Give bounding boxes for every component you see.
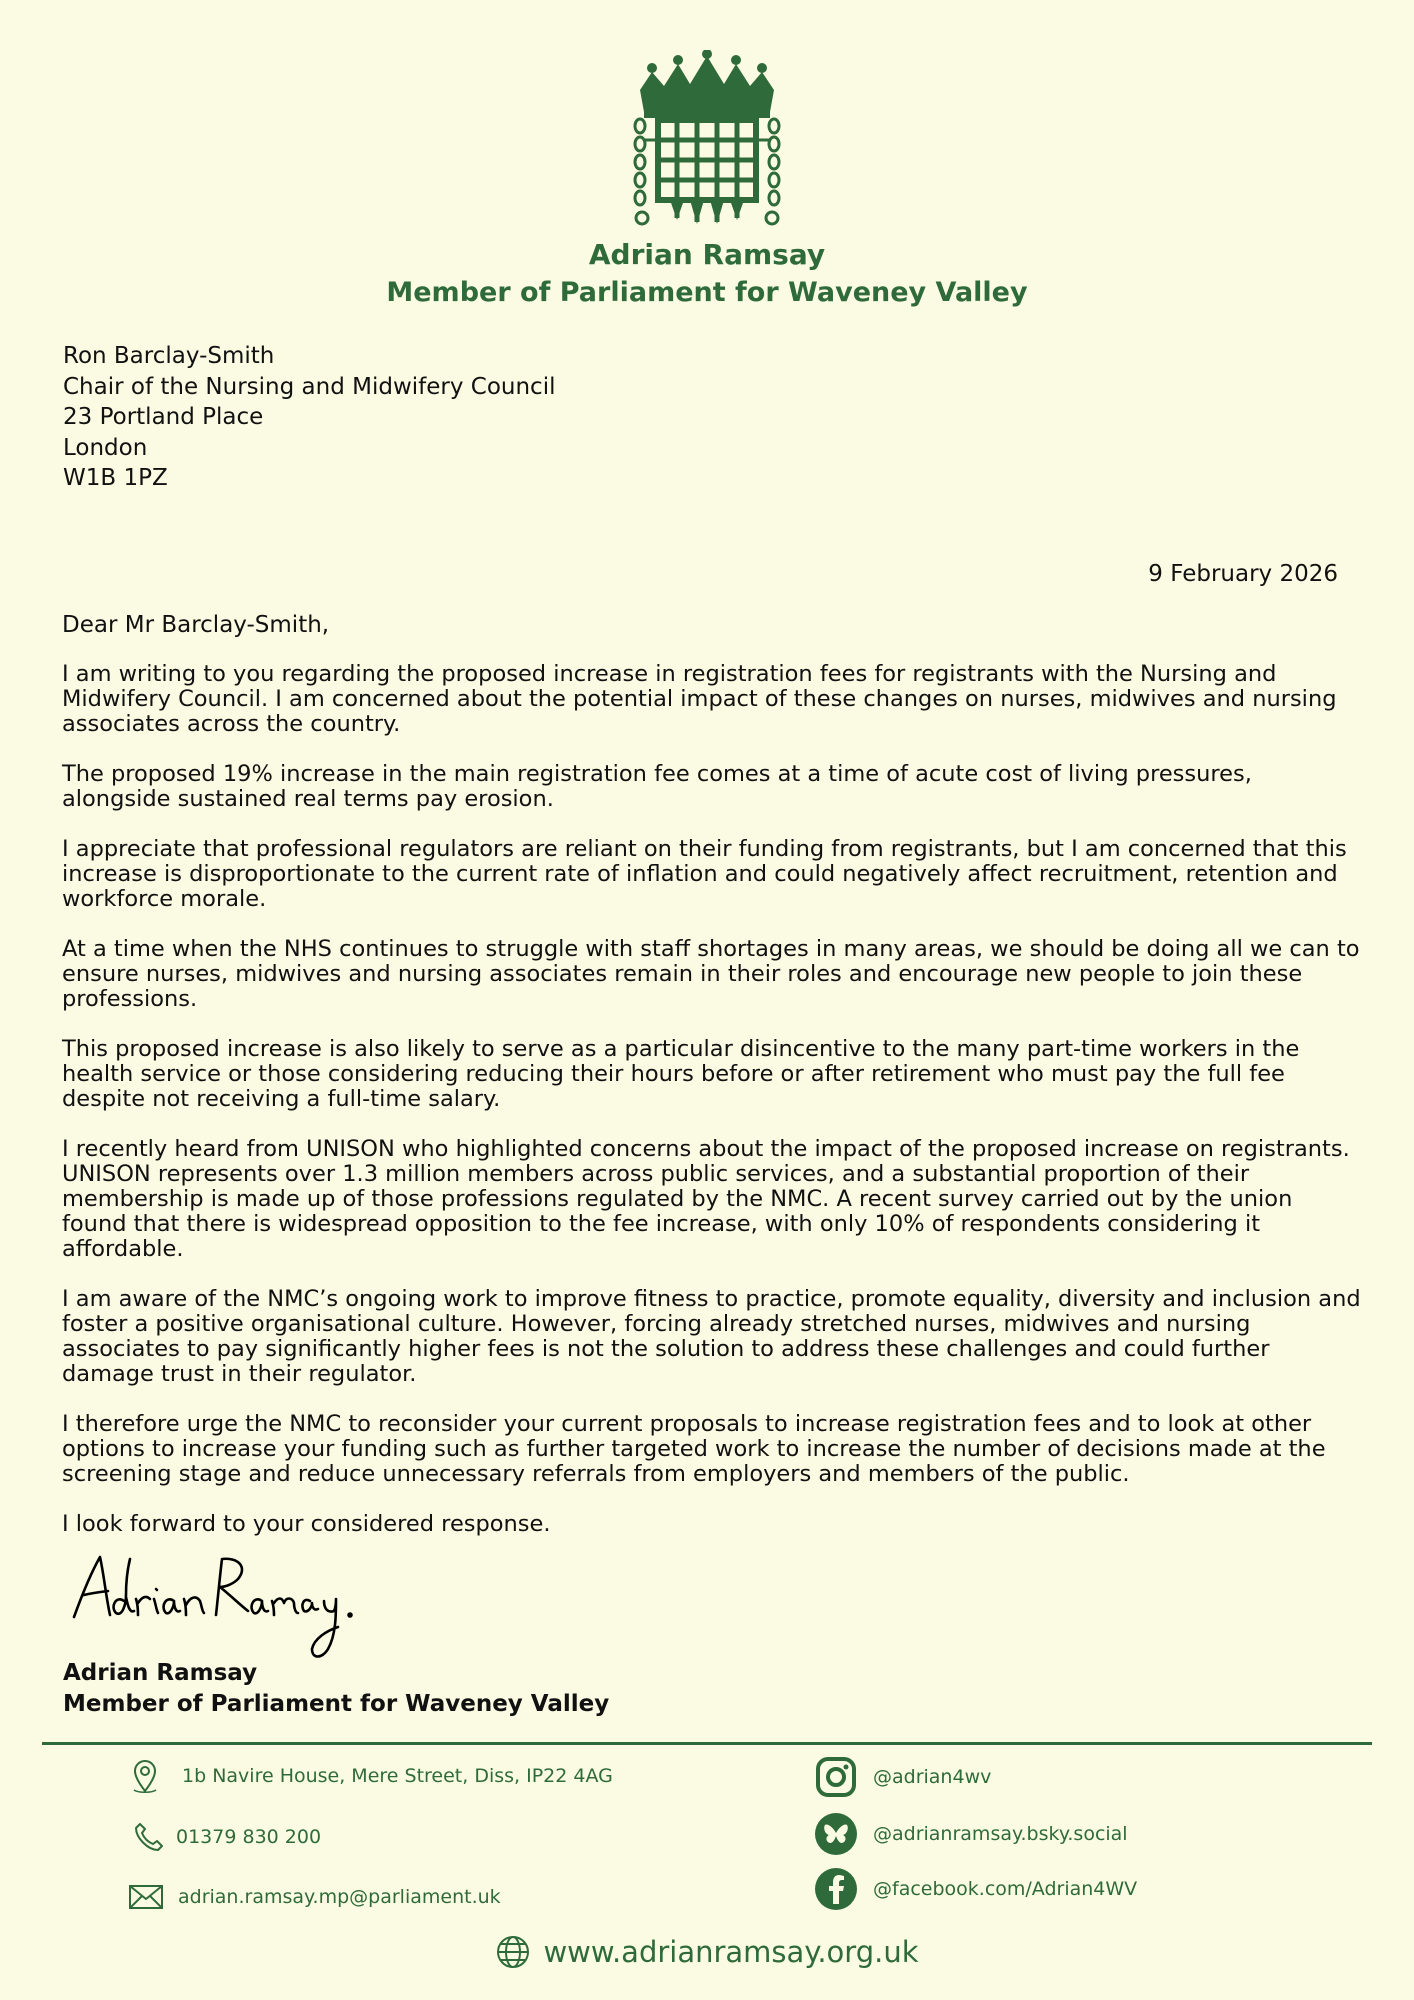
footer-bluesky xyxy=(815,1813,1128,1855)
signatory-name: Adrian Ramsay xyxy=(63,1660,258,1686)
body-paragraph: This proposed increase is also likely to serve as a particular disincentive to the many part-time workers in the health service or those considering reducing their hours before or after retirement who must pay the full fee despite not receiving a full-time salary. xyxy=(62,1036,1300,1112)
footer-website xyxy=(0,1934,1414,1970)
footer-divider xyxy=(42,1742,1372,1745)
footer-address xyxy=(128,1758,613,1794)
footer-phone xyxy=(132,1820,321,1854)
body-paragraph: The proposed 19% increase in the main registration fee comes at a time of acute cost of living pressures, alongside sustained real terms pay erosion. xyxy=(62,761,1252,812)
letter-date: 9 February 2026 xyxy=(1148,561,1338,587)
instagram-icon xyxy=(815,1756,857,1798)
footer-email xyxy=(128,1884,501,1910)
recipient-city: London xyxy=(63,434,148,461)
footer-instagram xyxy=(815,1756,991,1798)
recipient-street: 23 Portland Place xyxy=(63,404,264,430)
facebook-icon xyxy=(815,1868,857,1910)
body-paragraph: I therefore urge the NMC to reconsider your current proposals to increase registration fees and to look at other options to increase your funding such as further targeted work to increase the number of decisions made at the screening stage and reduce unnecessary referrals from employers and members of the public. xyxy=(62,1411,1326,1487)
recipient-postcode: W1B 1PZ xyxy=(63,465,168,491)
bluesky-butterfly-icon xyxy=(815,1813,857,1855)
footer-phone-text: 01379 830 200 xyxy=(176,1826,322,1848)
body-paragraph: I recently heard from UNISON who highlighted concerns about the impact of the proposed increase on registrants. UNISON represents over 1.3 million members across public services, and a substantial proportion of their membership is made up of those professions regulated by the NMC. A recent survey carried out by the union found that there is widespread opposition to the fee increase, with only 10% of respondents considering it affordable. xyxy=(62,1136,1350,1262)
footer-facebook xyxy=(815,1868,1137,1910)
footer-bluesky-text[interactable]: @adrianramsay.bsky.social xyxy=(873,1823,1128,1845)
portcullis-emblem-icon xyxy=(630,50,784,240)
phone-icon xyxy=(132,1820,166,1854)
header-title: Member of Parliament for Waveney Valley xyxy=(386,277,1028,308)
header-name: Adrian Ramsay xyxy=(588,238,826,271)
recipient-role: Chair of the Nursing and Midwifery Council xyxy=(63,373,556,400)
body-paragraph: I am aware of the NMC’s ongoing work to improve fitness to practice, promote equality, diversity and inclusion and foster a positive organisational culture. However, forcing already stretched nurses, midwives and nursing associates to pay significantly higher fees is not the solution to address these challenges and could further damage trust in their regulator. xyxy=(62,1286,1361,1387)
footer-address-text: 1b Navire House, Mere Street, Diss, IP22 4AG xyxy=(182,1765,613,1787)
footer-website-text[interactable]: www.adrianramsay.org.uk xyxy=(543,1935,919,1969)
body-paragraph: I look forward to your considered response. xyxy=(62,1511,551,1537)
letter-body xyxy=(62,662,1362,1562)
location-pin-icon xyxy=(128,1758,162,1794)
salutation: Dear Mr Barclay-Smith, xyxy=(62,612,330,638)
globe-icon xyxy=(495,1934,531,1970)
body-paragraph: I appreciate that professional regulators are reliant on their funding from registrants, but I am concerned that this increase is disproportionate to the current rate of inflation and could negatively affect recruitment, retention and workforce morale. xyxy=(62,836,1347,912)
envelope-icon xyxy=(128,1884,164,1910)
body-paragraph: I am writing to you regarding the proposed increase in registration fees for registrants with the Nursing and Midwifery Council. I am concerned about the potential impact of these changes on nurses, midwives and nursing associates across the country. xyxy=(62,661,1337,737)
footer-instagram-text[interactable]: @adrian4wv xyxy=(873,1766,992,1788)
footer-facebook-text[interactable]: @facebook.com/Adrian4WV xyxy=(873,1878,1138,1900)
footer-email-text[interactable]: adrian.ramsay.mp@parliament.uk xyxy=(178,1886,501,1908)
body-paragraph: At a time when the NHS continues to struggle with staff shortages in many areas, we should be doing all we can to ensure nurses, midwives and nursing associates remain in their roles and encourage new people to join these professions. xyxy=(62,936,1360,1012)
recipient-address xyxy=(63,341,555,494)
recipient-name: Ron Barclay-Smith xyxy=(63,343,275,369)
handwritten-signature xyxy=(66,1545,366,1670)
signatory-title: Member of Parliament for Waveney Valley xyxy=(63,1691,610,1717)
